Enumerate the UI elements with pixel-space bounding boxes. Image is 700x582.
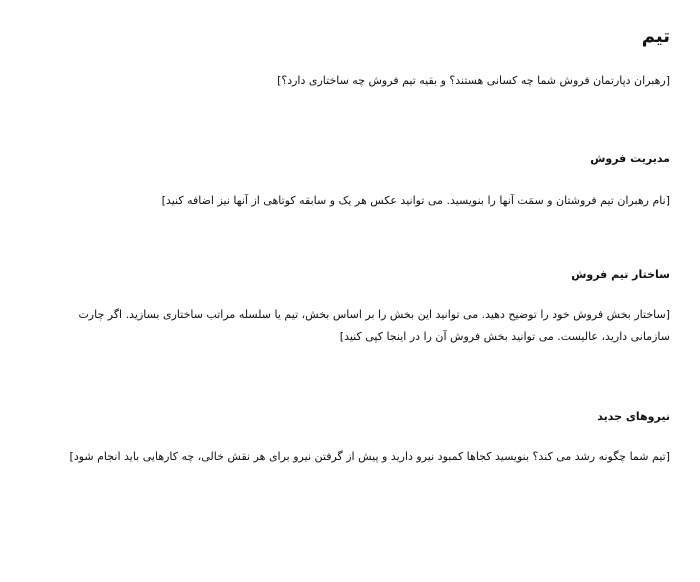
section-body-new-hires: [تیم شما چگونه رشد می کند؟ بنویسید کجاها کمبود نیرو دارید و پیش از گرفتن نیرو برای هر نقش خالی، چه کارهایی باید انجام شود] — [69, 450, 670, 463]
page-title: تیم — [641, 26, 670, 47]
section-heading-new-hires: نیروهای جدید — [597, 410, 670, 423]
section-heading-sales-management: مدیریت فروش — [590, 152, 670, 165]
intro-paragraph: [رهبران دپارتمان فروش شما چه کسانی هستند؟ و بقیه تیم فروش چه ساختاری دارد؟] — [277, 74, 670, 87]
section-heading-sales-team-structure: ساختار تیم فروش — [571, 268, 670, 281]
section-body-sales-team-structure: [ساختار بخش فروش خود را توضیح دهید. می توانید این بخش را بر اساس بخش، تیم یا سلسله مراتب ساختاری بسازید. اگر چارت سازمانی دارید، عالیست. می توانید بخش فروش آن را در اینجا کپی کنید] — [78, 308, 670, 343]
section-body-sales-management: [نام رهبران تیم فروشتان و سمَت آنها را بنویسید. می توانید عکس هر یک و سابقه کوتاهی از آنها نیز اضافه کنید] — [161, 194, 670, 207]
